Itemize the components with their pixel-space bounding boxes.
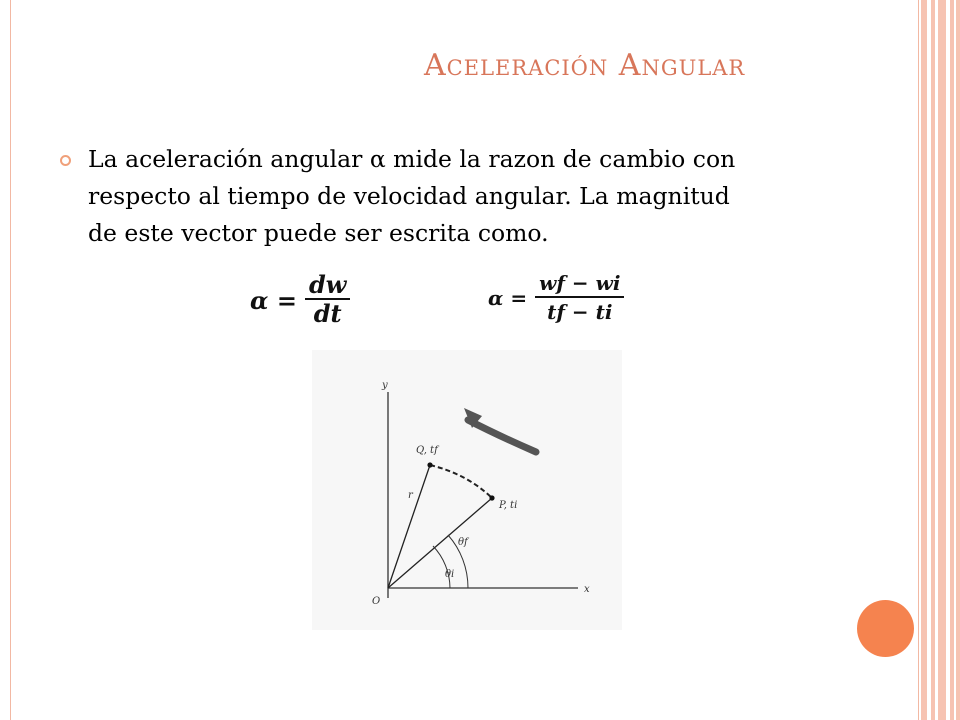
x-axis-label: x [584,584,590,595]
bullet-line: La aceleración angular α mide la razon de cambio con [88,145,736,173]
radius-label: r [408,490,413,501]
fraction [535,270,624,326]
fraction-denominator: dt [313,299,342,328]
arc-path [430,465,492,498]
fraction-denominator: tf − ti [547,300,613,324]
point-q-dot [427,462,432,467]
angular-diagram [312,350,622,630]
point-p-label: P, ti [499,500,518,511]
slide-title: Aceleración Angular [424,48,746,83]
bullet-line: respecto al tiempo de velocidad angular. La magnitud [88,182,730,210]
fraction [305,272,350,328]
formula-average [488,270,624,326]
angle-i-label: θi [445,569,455,580]
angle-arc-i [433,546,450,588]
origin-label: O [372,596,381,607]
angle-f-label: θf [458,537,468,548]
accent-circle [857,600,914,657]
formula-derivative [250,272,350,328]
point-p-dot [489,495,494,500]
bullet-marker [60,155,71,166]
fraction-numerator: wf − wi [535,270,624,298]
point-q-label: Q, tf [416,445,438,456]
fraction-numerator: dw [305,272,350,300]
y-axis-label: y [382,380,388,391]
bullet-text [88,141,888,252]
bullet-line: de este vector puede ser escrita como. [88,219,549,247]
formula-lhs: α = [488,286,528,310]
diagram-svg [312,350,622,630]
formula-lhs: α = [250,285,297,315]
rotation-arrow-shaft [468,420,536,452]
